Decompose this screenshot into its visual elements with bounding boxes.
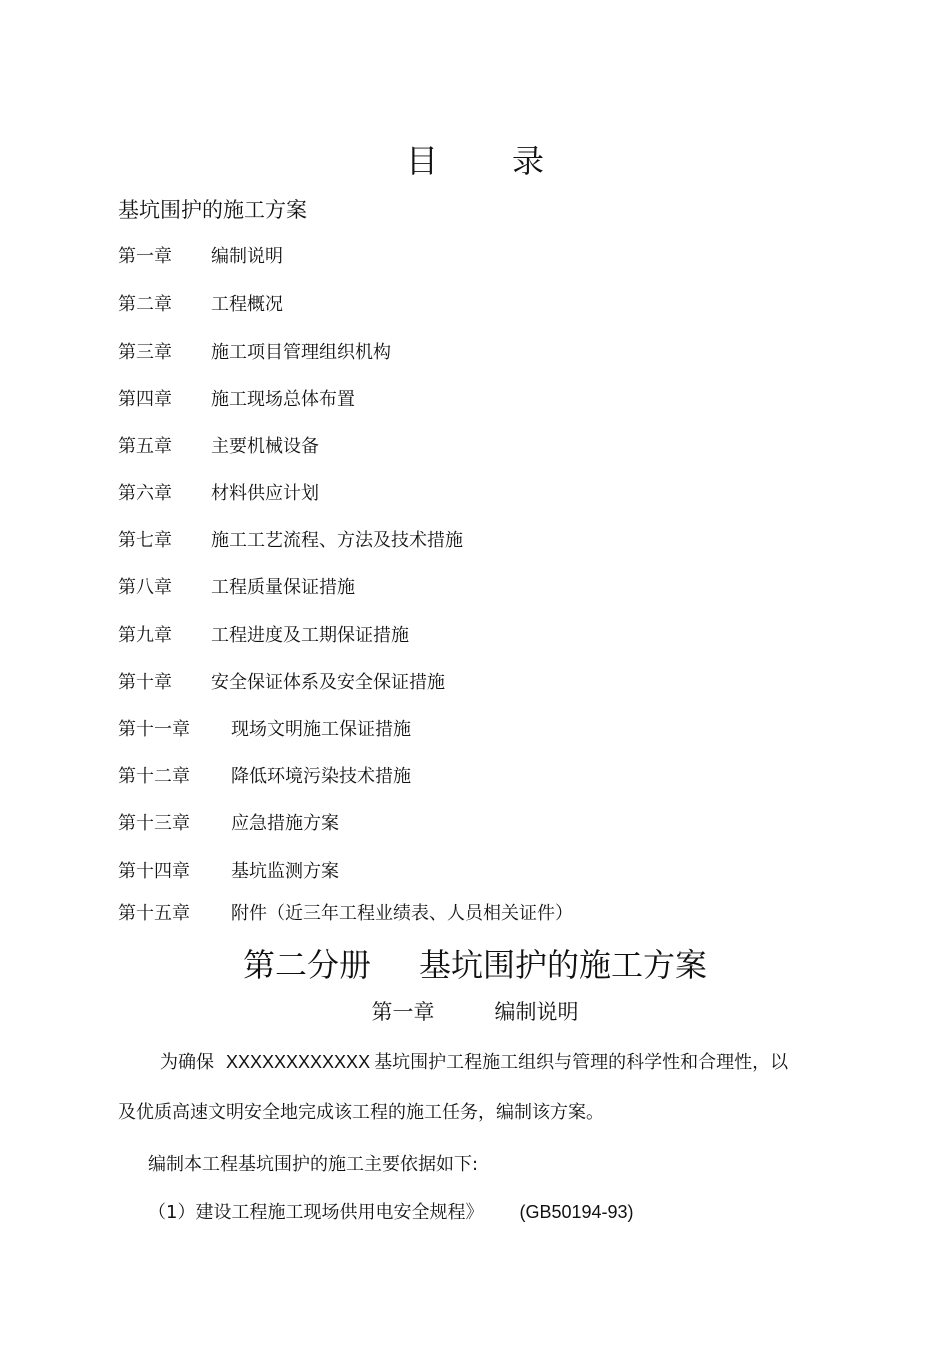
toc-item-label: 工程进度及工期保证措施 xyxy=(211,625,409,646)
chapter-title xyxy=(0,996,950,1026)
toc-item-label: 编制说明 xyxy=(211,246,283,267)
toc-item-number: 第八章 xyxy=(118,577,172,598)
toc-item[interactable] xyxy=(118,385,355,411)
toc-item[interactable] xyxy=(118,899,573,925)
toc-item-number: 第九章 xyxy=(118,625,172,646)
toc-item-number: 第十四章 xyxy=(118,861,190,882)
toc-item[interactable] xyxy=(118,573,355,599)
toc-item-number: 第十三章 xyxy=(118,813,190,834)
toc-item-label: 工程质量保证措施 xyxy=(211,577,355,598)
toc-item-label: 材料供应计划 xyxy=(211,483,319,504)
toc-item-number: 第十二章 xyxy=(118,766,190,787)
paragraph-1-rest: 基坑围护工程施工组织与管理的科学性和合理性，以 xyxy=(374,1052,789,1073)
toc-item-number: 第十章 xyxy=(118,672,172,693)
toc-item-label: 附件（近三年工程业绩表、人员相关证件） xyxy=(231,903,573,924)
toc-item-label: 施工现场总体布置 xyxy=(211,389,355,410)
toc-item[interactable] xyxy=(118,762,411,788)
toc-item[interactable] xyxy=(118,857,339,883)
paragraph-1 xyxy=(160,1048,788,1074)
toc-item-label: 降低环境污染技术措施 xyxy=(231,766,411,787)
chapter-name: 编制说明 xyxy=(494,1000,579,1024)
paragraph-1-prefix: 为确保 xyxy=(160,1052,214,1073)
toc-item-number: 第四章 xyxy=(118,389,172,410)
toc-item[interactable] xyxy=(118,432,319,458)
standard-code: (GB50194-93) xyxy=(519,1202,634,1222)
toc-item-label: 安全保证体系及安全保证措施 xyxy=(211,672,445,693)
volume-name: 基坑围护的施工方案 xyxy=(419,946,708,984)
toc-item-label: 主要机械设备 xyxy=(211,436,319,457)
toc-item-label: 施工项目管理组织机构 xyxy=(211,342,391,363)
project-name-placeholder: XXXXXXXXXXXX xyxy=(226,1052,371,1072)
volume-part: 第二分册 xyxy=(242,946,371,984)
toc-item[interactable] xyxy=(118,526,463,552)
toc-item-number: 第三章 xyxy=(118,342,172,363)
toc-item-number: 第七章 xyxy=(118,530,172,551)
toc-item[interactable] xyxy=(118,290,283,316)
volume-title xyxy=(0,940,950,986)
toc-item-label: 现场文明施工保证措施 xyxy=(231,719,411,740)
toc-item-label: 应急措施方案 xyxy=(231,813,339,834)
toc-title-char-1: 目 xyxy=(405,142,438,180)
toc-item-number: 第二章 xyxy=(118,294,172,315)
toc-item-number: 第十一章 xyxy=(118,719,190,740)
paragraph-3: 编制本工程基坑围护的施工主要依据如下: xyxy=(148,1154,479,1175)
toc-item-label: 基坑监测方案 xyxy=(231,861,339,882)
toc-item[interactable] xyxy=(118,668,445,694)
basis-item-1-text: （1）建设工程施工现场供用电安全规程》 xyxy=(148,1202,484,1223)
toc-item-number: 第六章 xyxy=(118,483,172,504)
basis-item-1 xyxy=(148,1198,634,1224)
toc-title-char-2: 录 xyxy=(512,142,545,180)
toc-item-label: 工程概况 xyxy=(211,294,283,315)
toc-item[interactable] xyxy=(118,715,411,741)
chapter-number: 第一章 xyxy=(371,1000,435,1024)
toc-item[interactable] xyxy=(118,242,283,268)
toc-item-number: 第十五章 xyxy=(118,903,190,924)
toc-subtitle: 基坑围护的施工方案 xyxy=(118,198,307,222)
paragraph-2: 及优质高速文明安全地完成该工程的施工任务，编制该方案。 xyxy=(118,1102,604,1123)
toc-item[interactable] xyxy=(118,621,409,647)
toc-item[interactable] xyxy=(118,809,339,835)
toc-item-number: 第一章 xyxy=(118,246,172,267)
toc-item-label: 施工工艺流程、方法及技术措施 xyxy=(211,530,463,551)
toc-item[interactable] xyxy=(118,338,391,364)
toc-item[interactable] xyxy=(118,479,319,505)
toc-title xyxy=(0,136,950,182)
toc-item-number: 第五章 xyxy=(118,436,172,457)
